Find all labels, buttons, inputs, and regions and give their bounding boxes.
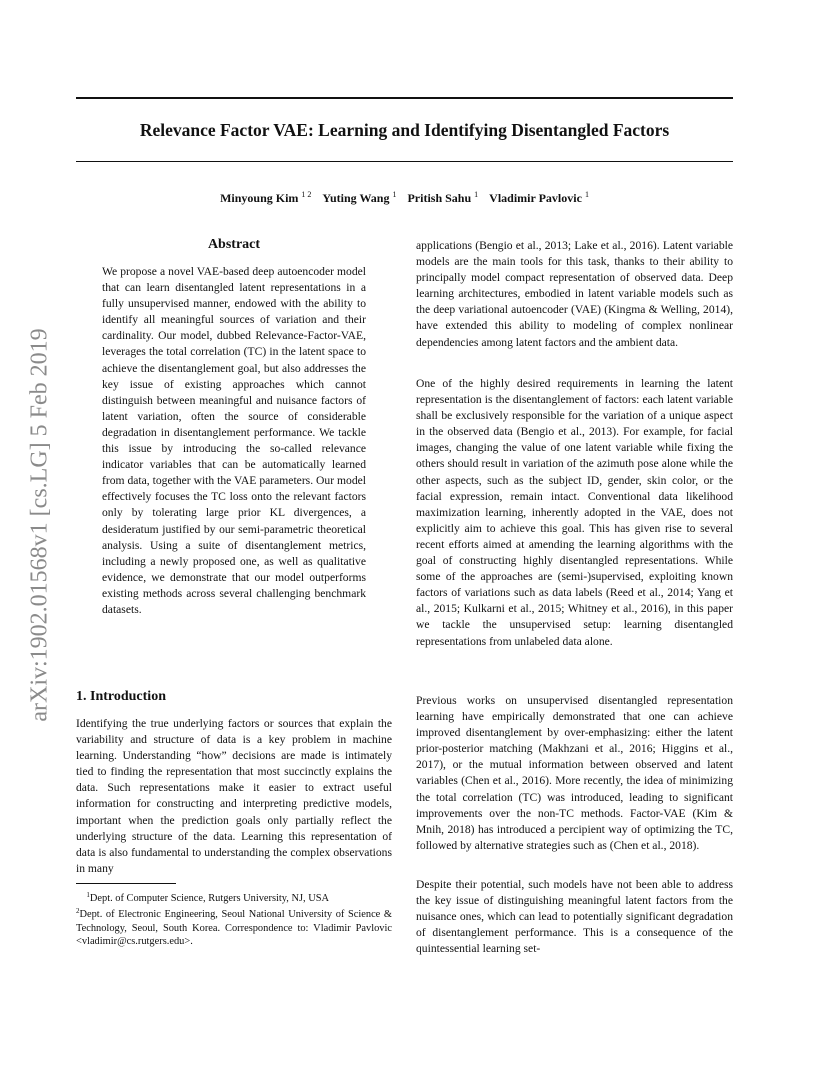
paper-title: Relevance Factor VAE: Learning and Identifying Disentangled Factors	[139, 120, 670, 140]
author-1	[220, 191, 311, 205]
footnotes	[76, 889, 392, 949]
right-paragraph-4	[416, 877, 733, 957]
right-paragraph-1	[416, 238, 733, 351]
abstract-text: We propose a novel VAE-based deep autoencoder model that can learn disentangled latent representations in a fully unsupervised manner, endowed with the ability to identify all meaningful sources of variation and their cardinality. Our model, dubbed Relevance-Factor-VAE, leverages the total correlation (TC) in the latent space to achieve the disentanglement goal, but also addresses the key issue of existing approaches which cannot distinguish between meaningful and nuisance factors of latent variation, often the source of considerable degradation in disentanglement performance. We tackle this issue by introducing the so-called relevance indicator variables that can be automatically learned from data, together with the VAE parameters. Our model effectively focuses the TC loss onto the relevant factors only by tolerating large prior KL divergences, a desideratum justified by our semi-parametric theoretical analysis. Using a suite of disentanglement metrics, including a newly proposed one, as well as qualitative evidence, we demonstrate that our model outperforms existing methods across several challenging benchmark datasets.	[102, 265, 366, 616]
title-rule-top	[76, 97, 733, 99]
footnote-text: Dept. of Electronic Engineering, Seoul National University of Science & Technology, Seoul, South Korea. Correspondence to: Vladimir Pavlovic <vladimir@cs.rutgers.edu>.	[76, 909, 392, 948]
paragraph-text: One of the highly desired requirements in learning the latent representation is the disentanglement of factors: each latent variable shall be exclusively responsible for the variation of a unique aspect in the observed data (Bengio et al., 2013). For example, for facial images, changing the value of one latent variable while fixing the others should result in variation of the azimuth pose alone while the other aspects, such as the subject ID, gender, skin color, or the facial expression, remain intact. Conventional data likelihood maximization learning, inherently adopted in the VAE, does not explicitly aim to achieve this goal. This has given rise to several recent efforts aimed at amending the learning algorithms with the goal of constructing highly disentangled representations. While some of the approaches are (semi-)supervised, exploiting known factors of variations such as data labels (Reed et al., 2014; Yang et al., 2015; Kulkarni et al., 2015; Whitney et al., 2016), in this paper we tackle the unsupervised setup: learning disentangled representations from unlabeled data alone.	[416, 377, 733, 648]
paragraph-text: Despite their potential, such models have not been able to address the key issue of distinguishing meaningful latent factors from the nuisance ones, which can lead to potentially significant degradation of disentanglement performance. This is a consequence of the quintessential learning set-	[416, 878, 733, 956]
author-2	[322, 191, 396, 205]
abstract-heading: Abstract	[207, 237, 261, 252]
author-name: Minyoung Kim	[220, 191, 299, 205]
author-name: Vladimir Pavlovic	[489, 191, 582, 205]
author-name: Pritish Sahu	[407, 191, 472, 205]
author-affiliation: 1	[474, 190, 479, 199]
author-3	[407, 191, 478, 205]
intro-paragraph	[76, 716, 392, 877]
author-list	[76, 190, 733, 206]
arxiv-stamp: arXiv:1902.01568v1 [cs.LG] 5 Feb 2019	[26, 328, 53, 722]
author-affiliation: 1	[392, 190, 397, 199]
author-4	[489, 191, 589, 205]
intro-paragraph-text: Identifying the true underlying factors or sources that explain the variability and structure of data is a key problem in machine learning. Understanding “how” decisions are made is intimately tied to finding the representation that most succinctly explains the data. Such representations make it easier to extract useful information for constructing and interpreting predictive models, important when the prediction goals only partially reflect the underlying structure of the data. Learning this representation of data is also fundamental to understanding the complex observations in many	[76, 717, 392, 875]
author-affiliation: 1 2	[301, 190, 312, 199]
footnote-2	[76, 905, 392, 948]
author-affiliation: 1	[584, 190, 589, 199]
author-name: Yuting Wang	[322, 191, 390, 205]
section-heading-introduction: 1. Introduction	[76, 689, 166, 704]
paragraph-text: Previous works on unsupervised disentangled representation learning have empirically demonstrated that one can achieve improved disentanglement by over-emphasizing: either the latent prior-posterior matching (Makhzani et al., 2016; Higgins et al., 2017), or the mutual information between observed and latent variables (Chen et al., 2016). More recently, the idea of minimizing the total correlation (TC) was introduced, leading to significant improvements over the non-TC methods. Factor-VAE (Kim & Mnih, 2018) has introduced a percipient way of optimizing the TC, followed by alternative strategies such as (Chen et al., 2018).	[416, 694, 733, 852]
footnote-mark: 1	[86, 891, 90, 899]
footnote-rule	[76, 883, 176, 884]
footnote-text: Dept. of Computer Science, Rutgers University, NJ, USA	[89, 893, 330, 904]
paragraph-text: applications (Bengio et al., 2013; Lake et al., 2016). Latent variable models are the main tools for this task, thanks to their ability to principally model compact representation of observed data. Deep learning architectures, embodied in latent variable models such as the deep variational autoencoder (VAE) (Kingma & Welling, 2014), have extended this ability to modeling of complex nonlinear dependencies among latent factors and the ambient data.	[416, 239, 733, 349]
footnote-mark: 2	[76, 907, 80, 916]
title-rule-bottom	[76, 161, 733, 162]
footnote-1	[76, 889, 392, 905]
right-paragraph-2	[416, 376, 733, 650]
right-paragraph-3	[416, 693, 733, 854]
